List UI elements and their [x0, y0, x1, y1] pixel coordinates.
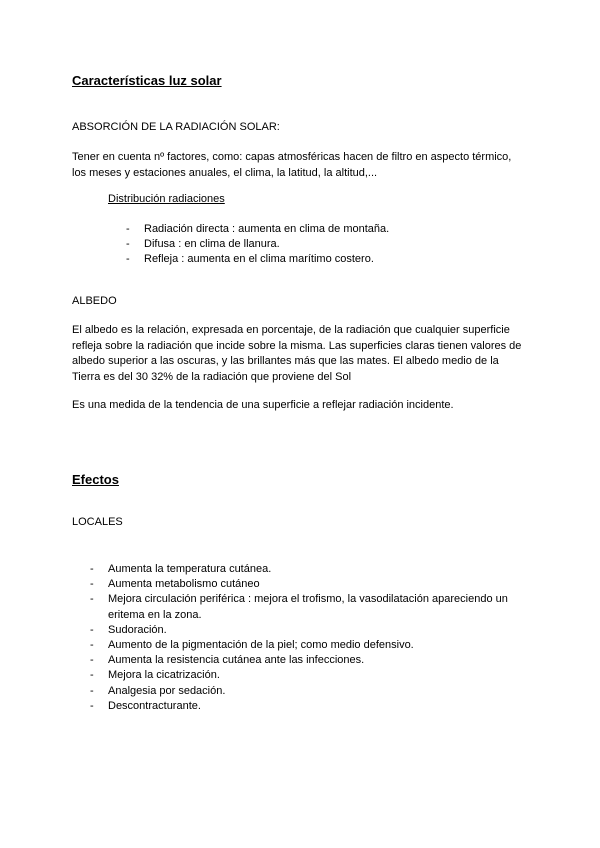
list-item-text: Mejora la cicatrización. — [108, 669, 220, 682]
list-item — [126, 222, 524, 237]
list-item-text: Descontracturante. — [108, 699, 201, 712]
list-item-text: Analgesia por sedación. — [108, 684, 226, 697]
locales-list — [90, 562, 528, 714]
dash-bullet: - — [90, 669, 94, 682]
list-item — [90, 638, 528, 653]
list-item-text: Aumenta la temperatura cutánea. — [108, 563, 272, 575]
list-item — [90, 562, 528, 577]
list-item-text: Mejora circulación periférica : mejora el trofismo, la vasodilatación apareciendo un eritema en la zona. — [108, 593, 508, 621]
absorcion-label: ABSORCIÓN DE LA RADIACIÓN SOLAR: — [72, 121, 280, 133]
dash-bullet: - — [126, 238, 130, 251]
dash-bullet: - — [90, 654, 94, 667]
dash-bullet: - — [90, 563, 94, 575]
dash-bullet: - — [90, 684, 94, 697]
list-item-text: Refleja : aumenta en el clima marítimo costero. — [144, 253, 374, 266]
list-item-text: Aumenta la resistencia cutánea ante las infecciones. — [108, 654, 365, 667]
list-item-text: Aumenta metabolismo cutáneo — [108, 578, 260, 591]
list-item — [90, 623, 528, 638]
distribucion-list — [126, 222, 524, 268]
section-title-efectos: Efectos — [72, 472, 119, 487]
list-item — [90, 577, 528, 592]
locales-label: LOCALES — [72, 516, 123, 528]
section-title-caracteristicas: Características luz solar — [72, 73, 222, 88]
absorcion-paragraph: Tener en cuenta nº factores, como: capas atmosféricas hacen de filtro en aspecto térmico, los meses y estaciones anuales, el clima, la latitud, la altitud,... — [72, 151, 512, 179]
dash-bullet: - — [90, 699, 94, 712]
list-item — [90, 653, 528, 668]
albedo-paragraph: El albedo es la relación, expresada en porcentaje, de la radiación que cualquier superficie refleja sobre la radiación que incide sobre la misma. Las superficies claras tienen valores de albedo superior a las oscuras, y las brillantes más que las mates. El albedo medio de la Tierra es del 30 32% de la radiación que proviene del Sol — [72, 324, 522, 383]
list-item-text: Difusa : en clima de llanura. — [144, 238, 280, 251]
list-item — [126, 252, 524, 267]
list-item-text: Aumento de la pigmentación de la piel; como medio defensivo. — [108, 639, 414, 652]
list-item — [126, 237, 524, 252]
list-item-text: Radiación directa : aumenta en clima de montaña. — [144, 223, 390, 235]
dash-bullet: - — [90, 639, 94, 652]
list-item — [90, 668, 528, 683]
list-item — [90, 699, 528, 714]
dash-bullet: - — [126, 253, 130, 266]
dash-bullet: - — [90, 623, 94, 636]
dash-bullet: - — [90, 578, 94, 591]
dash-bullet: - — [126, 223, 130, 235]
list-item — [90, 592, 528, 622]
list-item — [90, 684, 528, 699]
albedo-paragraph-2: Es una medida de la tendencia de una superficie a reflejar radiación incidente. — [72, 399, 454, 411]
distribucion-subheading: Distribución radiaciones — [108, 193, 225, 205]
list-item-text: Sudoración. — [108, 623, 167, 636]
albedo-label: ALBEDO — [72, 295, 117, 307]
dash-bullet: - — [90, 593, 94, 606]
